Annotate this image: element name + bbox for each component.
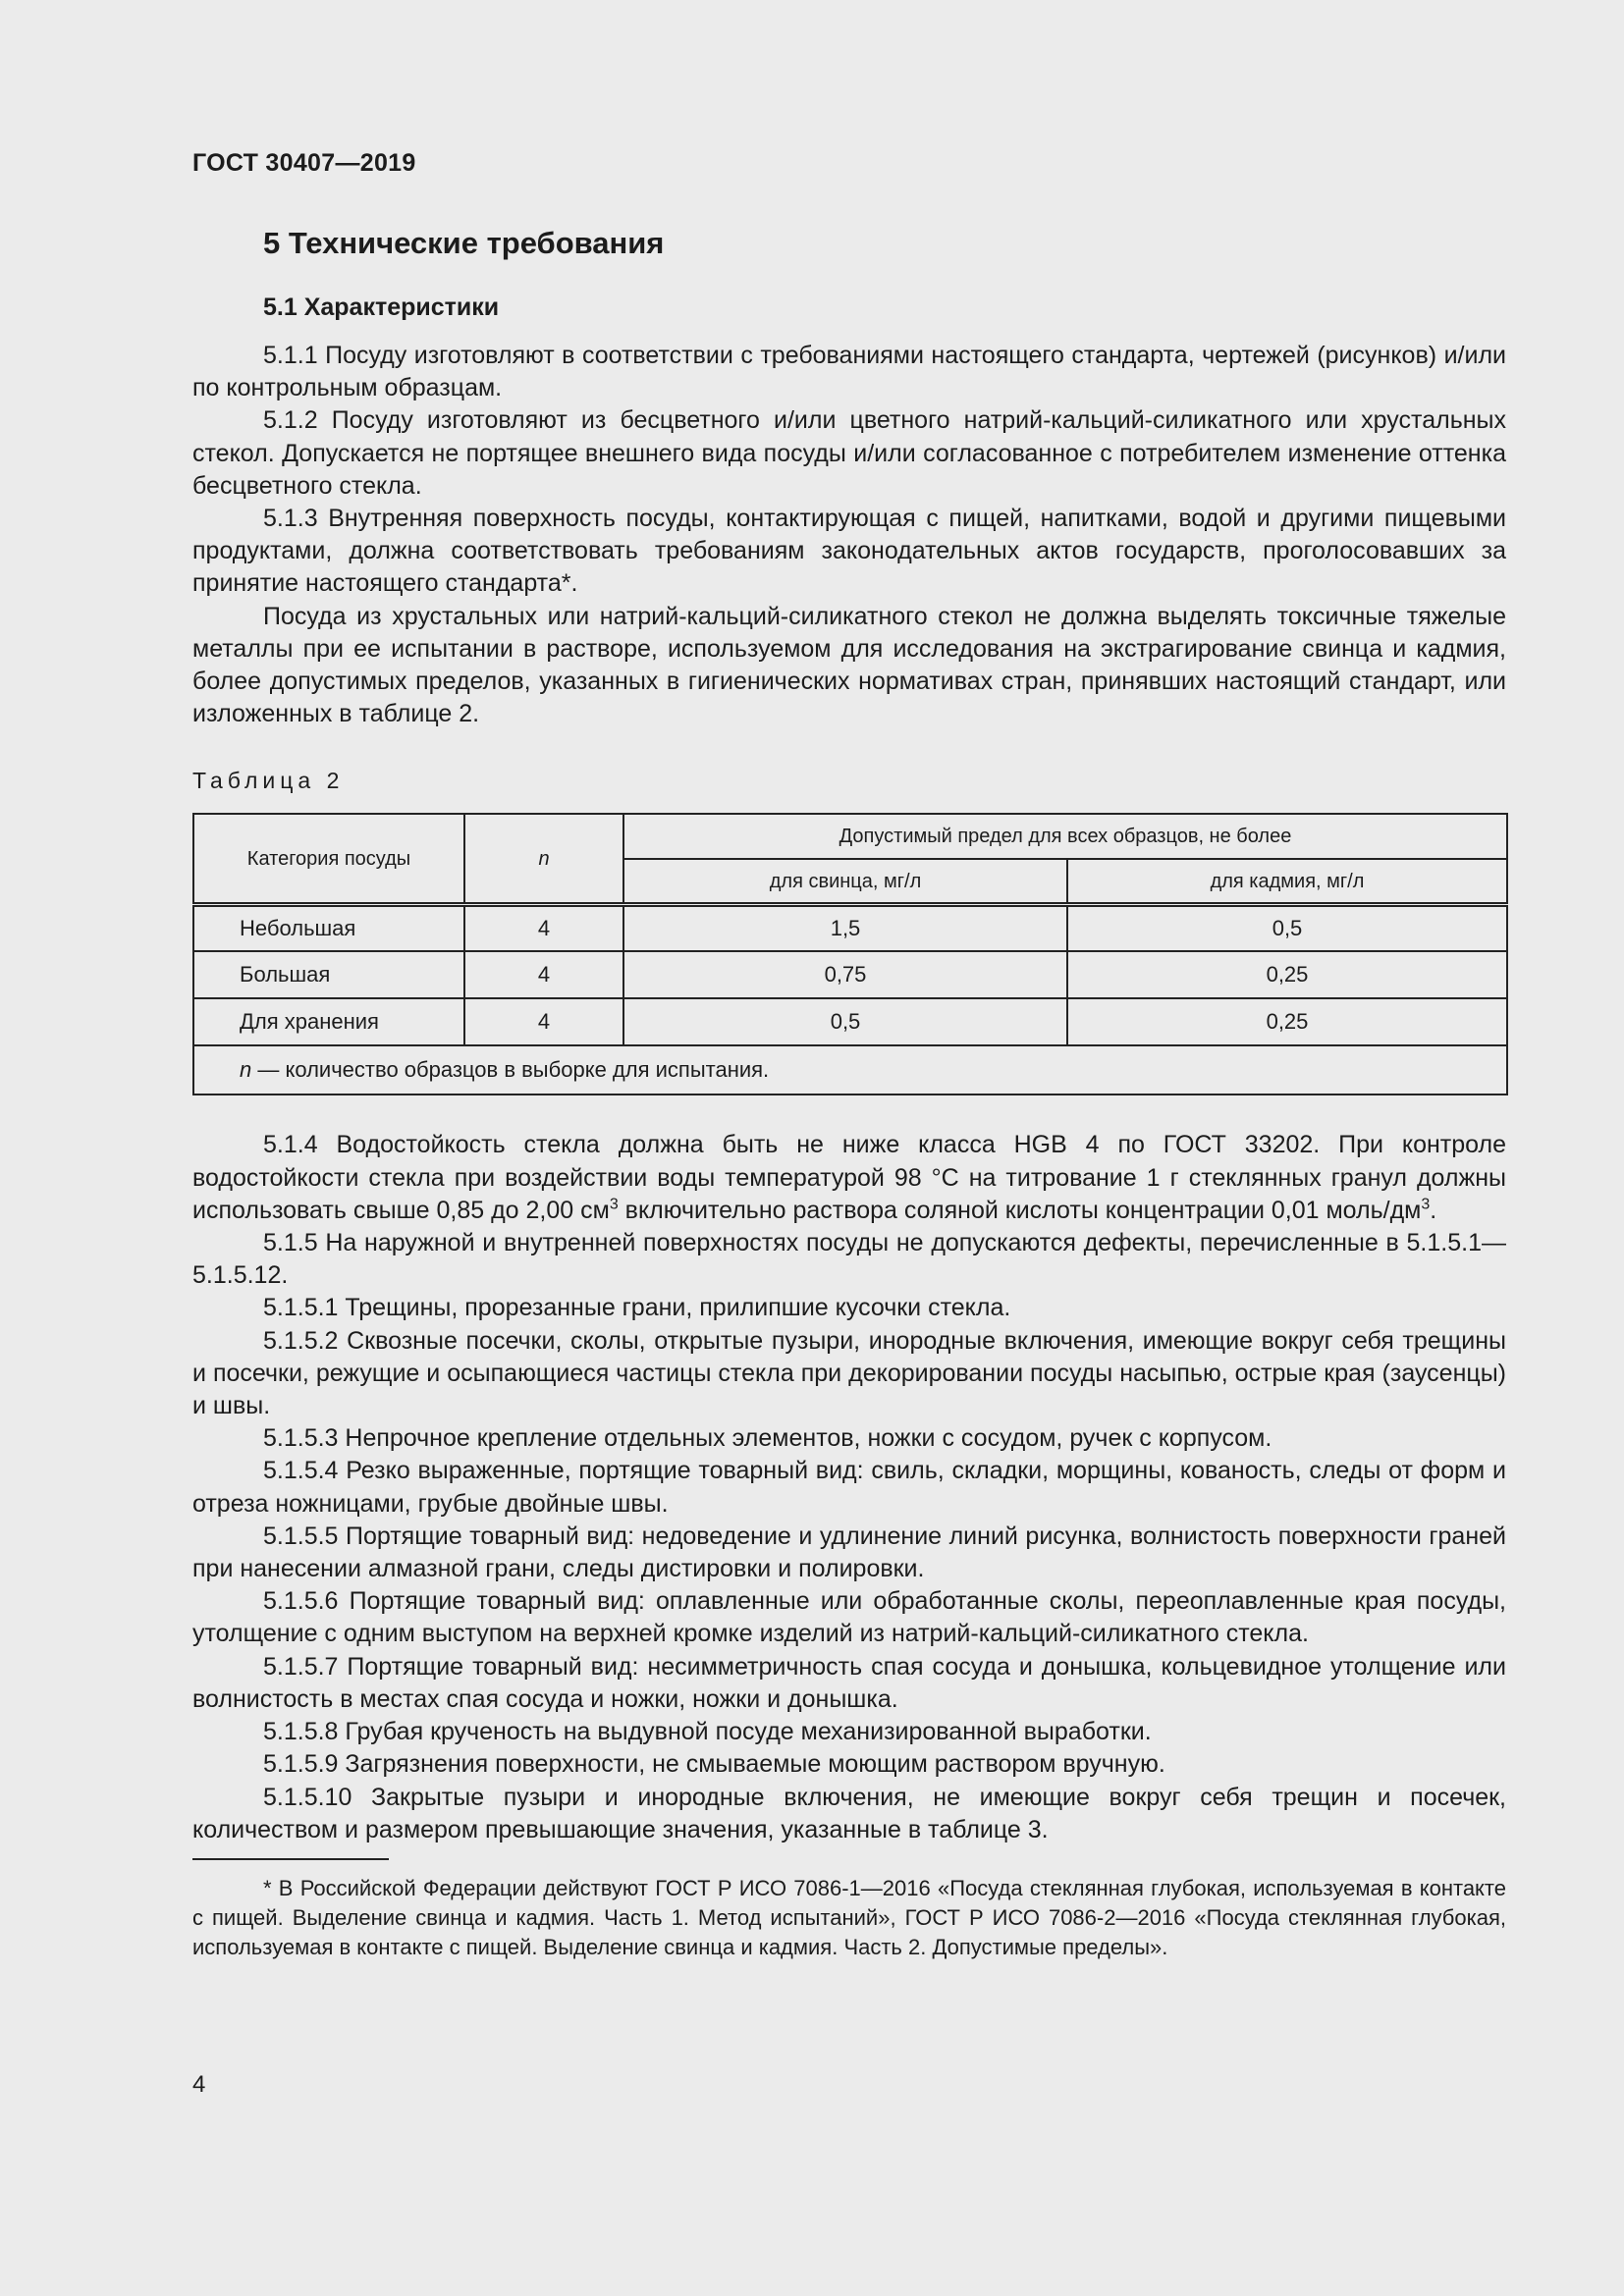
cell-category: Небольшая [193,904,464,951]
cell-n: 4 [464,904,623,951]
cell-category: Большая [193,951,464,998]
column-header-limit-group: Допустимый предел для всех образцов, не более [623,814,1507,859]
top-paragraphs [192,340,1506,730]
limits-table [192,813,1508,1095]
table-row [193,904,1507,951]
cell-cadmium: 0,25 [1067,998,1507,1045]
document-header: ГОСТ 30407—2019 [192,149,416,177]
paragraph-5-1-5-6: 5.1.5.6 Портящие товарный вид: оплавленные или обработанные сколы, переоплавленные края посуды, утолщение с одним выступом на верхней кромке изделий из натрий-кальций-силикатного стекла. [192,1587,1506,1648]
table-row [193,998,1507,1045]
paragraph-5-1-1: 5.1.1 Посуду изготовляют в соответствии с требованиями настоящего стандарта, чертежей (рисунков) и/или по контрольным образцам. [192,342,1506,402]
note-symbol: n [240,1057,252,1083]
paragraph-5-1-5-7: 5.1.5.7 Портящие товарный вид: несимметричность спая сосуда и донышка, кольцевидное утолщение или волнистость в местах спая сосуда и ножки, ножки и донышка. [192,1652,1506,1713]
footnote-divider [192,1858,389,1860]
page-number: 4 [192,2071,206,2098]
table-label: Таблица 2 [192,768,345,794]
paragraph-5-1-3: 5.1.3 Внутренняя поверхность посуды, контактирующая с пищей, напитками, водой и другими пищевыми продуктами, должна соответствовать требованиям законодательных актов государств, проголосовавших за принятие настоящего стандарта*. [192,505,1506,598]
paragraph-5-1-4: 5.1.4 Водостойкость стекла должна быть не ниже класса HGB 4 по ГОСТ 33202. При контроле водостойкости стекла при воздействии воды температурой 98 °С на титрование 1 г стеклянных гранул должны использовать свыше 0,85 до 2,00 $см^3$ включительно раствора соляной кислоты концентрации 0,01 моль/$дм^3$. [192,1131,1506,1224]
section-title: 5 Технические требования [263,226,665,260]
cell-lead: 0,75 [623,951,1067,998]
column-header-category: Категория посуды [193,814,464,904]
cell-lead: 0,5 [623,998,1067,1045]
cell-category: Для хранения [193,998,464,1045]
column-header-lead: для свинца, мг/л [623,859,1067,904]
cell-lead: 1,5 [623,904,1067,951]
column-header-cadmium: для кадмия, мг/л [1067,859,1507,904]
table-note-row [193,1045,1507,1095]
page-content [192,224,1506,1962]
cell-n: 4 [464,951,623,998]
paragraph-5-1-5-8: 5.1.5.8 Грубая крученость на выдувной посуде механизированной выработки. [263,1718,1152,1746]
table-row [193,951,1507,998]
paragraph-5-1-5: 5.1.5 На наружной и внутренней поверхностях посуды не допускаются дефекты, перечисленные в 5.1.5.1—5.1.5.12. [192,1229,1506,1290]
cell-cadmium: 0,25 [1067,951,1507,998]
table-note [193,1045,1507,1095]
note-text: — количество образцов в выборке для испытания. [251,1057,770,1083]
paragraph-toxic-metals: Посуда из хрустальных или натрий-кальций-силикатного стекол не должна выделять токсичные тяжелые металлы при ее испытании в растворе, используемом для исследования на экстрагирование свинца и кадмия, более допустимых пределов, указанных в гигиенических нормативах стран, принявших настоящий стандарт, или изложенных в таблице 2. [192,602,1506,728]
bottom-paragraphs [192,1129,1506,1845]
cell-n: 4 [464,998,623,1045]
paragraph-5-1-5-1: 5.1.5.1 Трещины, прорезанные грани, прилипшие кусочки стекла. [263,1294,1011,1322]
paragraph-5-1-5-3: 5.1.5.3 Непрочное крепление отдельных элементов, ножки с сосудом, ручек с корпусом. [263,1424,1272,1453]
paragraph-5-1-2: 5.1.2 Посуду изготовляют из бесцветного и/или цветного натрий-кальций-силикатного или хрустальных стекол. Допускается не портящее внешнего вида посуды и/или согласованное с потребителем изменение оттенка бесцветного стекла. [192,406,1506,500]
paragraph-5-1-5-5: 5.1.5.5 Портящие товарный вид: недоведение и удлинение линий рисунка, волнистость поверхности граней при нанесении алмазной грани, следы дистировки и полировки. [192,1522,1506,1583]
column-header-n: n [464,814,623,904]
paragraph-5-1-5-4: 5.1.5.4 Резко выраженные, портящие товарный вид: свиль, складки, морщины, кованость, следы от форм и отреза ножницами, грубые двойные швы. [192,1457,1506,1518]
paragraph-5-1-5-10: 5.1.5.10 Закрытые пузыри и инородные включения, не имеющие вокруг себя трещин и посечек, количеством и размером превышающие значения, указанные в таблице 3. [192,1783,1506,1843]
footnote: * В Российской Федерации действуют ГОСТ Р ИСО 7086-1—2016 «Посуда стеклянная глубокая, используемая в контакте с пищей. Выделение свинца и кадмия. Часть 1. Метод испытаний», ГОСТ Р ИСО 7086-2—2016 «Посуда стеклянная глубокая, используемая в контакте с пищей. Выделение свинца и кадмия. Часть 2. Допустимые пределы». [192,1875,1506,1959]
paragraph-5-1-5-2: 5.1.5.2 Сквозные посечки, сколы, открытые пузыри, инородные включения, имеющие вокруг себя трещины и посечки, режущие и осыпающиеся частицы стекла при декорировании посуды насыпью, острые края (заусенцы) и швы. [192,1326,1506,1420]
paragraph-5-1-5-9: 5.1.5.9 Загрязнения поверхности, не смываемые моющим раствором вручную. [263,1750,1165,1779]
subsection-title: 5.1 Характеристики [263,294,500,321]
cell-cadmium: 0,5 [1067,904,1507,951]
